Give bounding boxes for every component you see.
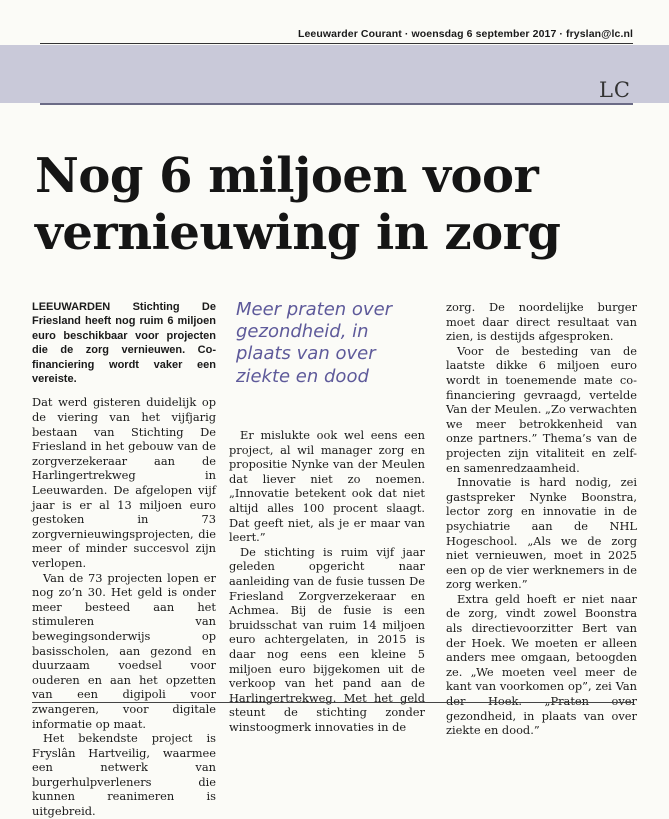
headline: Nog 6 miljoen voor vernieuwing in zorg bbox=[35, 148, 561, 261]
section-band bbox=[0, 45, 669, 103]
article-column-3 bbox=[446, 300, 637, 738]
paragraph: Van de 73 projecten lopen er nog zo’n 30. Het geld is onder meer besteed aan het stimuleren van bewegingsonderwijs op basisscholen, aan gezond en duurzaam voedsel voor ouderen en aan het opzetten van een digipoli voor zwangeren, voor digitale informatie op maat. bbox=[32, 570, 216, 731]
lead-text: Stichting De Friesland heeft nog ruim 6 miljoen euro beschikbaar voor projecten die de zorg vernieuwen. Co-financiering wordt vaker een vereiste. bbox=[32, 301, 216, 386]
paragraph: Extra geld hoeft er niet naar de zorg, vindt zowel Boonstra als directievoorzitter Bert van der Hoek. We moeten er alleen anders mee omgaan, betoogden ze. „We moeten veel meer de kant van voorkomen op”, zei Van der Hoek. „Praten over gezondheid, in plaats van over ziekte en dood.” bbox=[446, 591, 637, 738]
article-column-2 bbox=[229, 428, 425, 734]
paragraph: Voor de besteding van de laatste dikke 6 miljoen euro wordt in toenemende mate co-financiering gevraagd, vertelde Van der Meulen. „Zo verwachten we meer betrokkenheid van onze partners.” Thema’s van de projecten zijn vitaliteit en zelf- en samenredzaamheid. bbox=[446, 343, 637, 475]
masthead-rule bbox=[40, 43, 633, 44]
lead-paragraph bbox=[32, 300, 216, 386]
dateline: LEEUWARDEN bbox=[32, 301, 111, 313]
paragraph: Er mislukte ook wel eens een project, al wil manager zorg en propositie Nynke van der Meulen dat liever niet zo noemen. „Innovatie betekent ook dat niet altijd alles 100 procent slaagt. Dat geeft niet, als je er maar van leert.” bbox=[229, 428, 425, 545]
paragraph: De stichting is ruim vijf jaar geleden opgericht naar aanleiding van de fusie tussen De Friesland Zorgverzekeraar en Achmea. Bij de fusie is een bruidsschat van ruim 14 miljoen euro achtergelaten, in 2015 is daar nog eens een kleine 5 miljoen euro bijgekomen uit de verkoop van het pand aan de Harlingertrekweg. Met het geld steunt de stichting zonder winstoogmerk innovaties in de bbox=[229, 544, 425, 734]
article-column-1 bbox=[32, 300, 216, 819]
bottom-rule bbox=[32, 702, 633, 703]
pull-quote: Meer praten over gezondheid, in plaats van over ziekte en dood bbox=[236, 299, 393, 387]
masthead-text: Leeuwarder Courant · woensdag 6 september 2017 · fryslan@lc.nl bbox=[297, 28, 633, 40]
paragraph: zorg. De noordelijke burger moet daar direct resultaat van zien, is destijds afgesproken. bbox=[446, 300, 637, 344]
section-rule bbox=[40, 103, 633, 105]
section-logo: LC bbox=[598, 78, 631, 102]
masthead bbox=[0, 28, 669, 40]
paragraph: Het bekendste project is Fryslân Hartveilig, waarmee een netwerk van burgerhulpverleners die kunnen reanimeren is uitgebreid. bbox=[32, 731, 216, 819]
paragraph: Dat werd gisteren duidelijk op de viering van het vijfjarig bestaan van Stichting De Friesland in het gebouw van de zorgverzekeraar aan de Harlingertrekweg in Leeuwarden. De afgelopen vijf jaar is er al 13 miljoen euro gestoken in 73 zorgvernieuwingsprojecten, die meer of minder succesvol zijn verlopen. bbox=[32, 395, 216, 570]
paragraph: Innovatie is hard nodig, zei gastspreker Nynke Boonstra, lector zorg en innovatie in de psychiatrie aan de NHL Hogeschool. „Als we de zorg niet vernieuwen, moet in 2025 een op de vier werknemers in de zorg werken.” bbox=[446, 475, 637, 592]
